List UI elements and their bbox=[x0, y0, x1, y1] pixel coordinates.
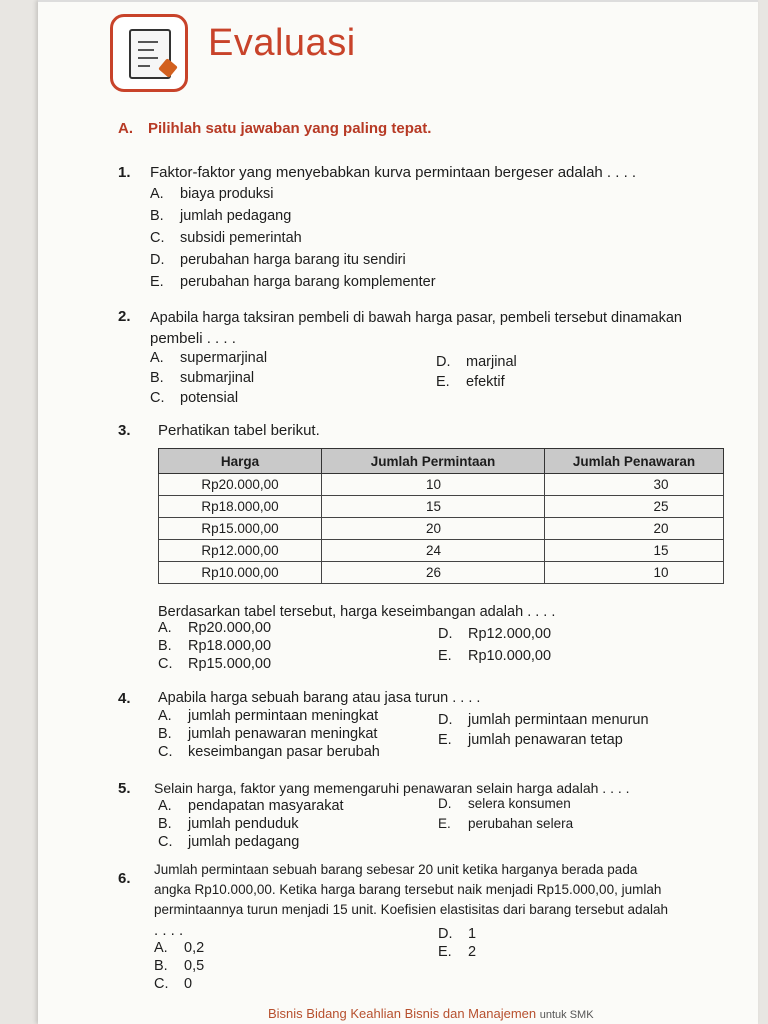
option-c: C. 0 bbox=[154, 976, 193, 992]
option-c: C. jumlah pedagang bbox=[158, 834, 300, 850]
table-cell: 30 bbox=[545, 474, 724, 496]
option-a: A. supermarjinal bbox=[150, 350, 268, 366]
question-text-line-4: . . . . bbox=[154, 922, 184, 939]
table-row bbox=[159, 474, 724, 496]
footer-tail: untuk SMK bbox=[539, 1009, 594, 1021]
option-e: E. jumlah penawaran tetap bbox=[438, 732, 623, 748]
option-a: A. pendapatan masyarakat bbox=[158, 798, 344, 814]
question-number: 6. bbox=[118, 870, 131, 887]
table-cell: 10 bbox=[322, 474, 545, 496]
page-title: Evaluasi bbox=[208, 22, 356, 64]
option-a: A. 0,2 bbox=[154, 940, 205, 956]
question-text-line-1: Apabila harga taksiran pembeli di bawah harga pasar, pembeli tersebut dinamakan bbox=[150, 310, 682, 326]
table-cell: 24 bbox=[322, 540, 545, 562]
question-number: 1. bbox=[118, 164, 131, 181]
option-b: B. jumlah penduduk bbox=[158, 816, 299, 832]
top-rule bbox=[38, 0, 758, 2]
option-d: D. marjinal bbox=[436, 354, 517, 370]
column-header: Jumlah Penawaran bbox=[545, 449, 724, 474]
price-table bbox=[158, 448, 724, 584]
option-e: E. 2 bbox=[438, 944, 477, 960]
question-number: 5. bbox=[118, 780, 131, 797]
question-text: Apabila harga sebuah barang atau jasa turun . . . . bbox=[158, 690, 481, 706]
column-header: Harga bbox=[159, 449, 322, 474]
table-cell: 26 bbox=[322, 562, 545, 584]
option-a: A. jumlah permintaan meningkat bbox=[158, 708, 379, 724]
question-text: Faktor-faktor yang menyebabkan kurva permintaan bergeser adalah . . . . bbox=[150, 164, 637, 181]
column-header: Jumlah Permintaan bbox=[322, 449, 545, 474]
table-cell: Rp18.000,00 bbox=[159, 496, 322, 518]
section-label: A. bbox=[118, 120, 133, 137]
table-cell: Rp12.000,00 bbox=[159, 540, 322, 562]
table-cell: Rp15.000,00 bbox=[159, 518, 322, 540]
table-cell: 25 bbox=[545, 496, 724, 518]
page-footer bbox=[268, 1006, 594, 1021]
question-text: Selain harga, faktor yang memengaruhi penawaran selain harga adalah . . . . bbox=[154, 780, 630, 796]
option-b: B. Rp18.000,00 bbox=[158, 638, 272, 654]
question-text-line-2: pembeli . . . . bbox=[150, 330, 236, 347]
table-cell: 15 bbox=[322, 496, 545, 518]
table-row bbox=[159, 518, 724, 540]
table-cell: 20 bbox=[545, 518, 724, 540]
table-row bbox=[159, 540, 724, 562]
table-cell: 20 bbox=[322, 518, 545, 540]
option-c: C. keseimbangan pasar berubah bbox=[158, 744, 380, 760]
question-text-line-1: Jumlah permintaan sebuah barang sebesar 20 unit ketika harganya berada pada bbox=[154, 862, 638, 877]
document-page bbox=[38, 0, 758, 1024]
option-c: C. Rp15.000,00 bbox=[158, 656, 272, 672]
option-d: D. perubahan harga barang itu sendiri bbox=[150, 252, 406, 268]
option-d: D. selera konsumen bbox=[438, 796, 571, 811]
evaluation-logo-icon bbox=[110, 14, 188, 92]
table-header-row bbox=[159, 449, 724, 474]
option-d: D. Rp12.000,00 bbox=[438, 626, 552, 642]
table-cell: 10 bbox=[545, 562, 724, 584]
footer-text: Bisnis Bidang Keahlian Bisnis dan Manajemen bbox=[268, 1006, 537, 1021]
table-cell: Rp20.000,00 bbox=[159, 474, 322, 496]
question-text: Berdasarkan tabel tersebut, harga keseimbangan adalah . . . . bbox=[158, 604, 556, 620]
table-cell: 15 bbox=[545, 540, 724, 562]
option-e: E. Rp10.000,00 bbox=[438, 648, 552, 664]
question-text-line-3: permintaannya turun menjadi 15 unit. Koefisien elastisitas dari barang tersebut adalah bbox=[154, 902, 669, 917]
option-b: B. submarjinal bbox=[150, 370, 255, 386]
question-number: 3. bbox=[118, 422, 131, 439]
option-c: C. potensial bbox=[150, 390, 239, 406]
option-b: B. jumlah penawaran meningkat bbox=[158, 726, 378, 742]
option-d: D. 1 bbox=[438, 926, 477, 942]
section-heading bbox=[118, 120, 431, 137]
section-instruction: Pilihlah satu jawaban yang paling tepat. bbox=[148, 120, 432, 137]
option-c: C. subsidi pemerintah bbox=[150, 230, 302, 246]
table-row bbox=[159, 562, 724, 584]
option-a: A. Rp20.000,00 bbox=[158, 620, 272, 636]
option-e: E. efektif bbox=[436, 374, 505, 390]
question-intro: Perhatikan tabel berikut. bbox=[158, 422, 320, 439]
question-text-line-2: angka Rp10.000,00. Ketika harga barang tersebut naik menjadi Rp15.000,00, jumlah bbox=[154, 882, 662, 897]
option-a: A. biaya produksi bbox=[150, 186, 274, 202]
option-b: B. jumlah pedagang bbox=[150, 208, 292, 224]
question-number: 4. bbox=[118, 690, 131, 707]
option-b: B. 0,5 bbox=[154, 958, 205, 974]
table-cell: Rp10.000,00 bbox=[159, 562, 322, 584]
question-number: 2. bbox=[118, 308, 131, 325]
option-d: D. jumlah permintaan menurun bbox=[438, 712, 649, 728]
table-row bbox=[159, 496, 724, 518]
option-e: E. perubahan selera bbox=[438, 816, 574, 831]
option-e: E. perubahan harga barang komplementer bbox=[150, 274, 436, 290]
